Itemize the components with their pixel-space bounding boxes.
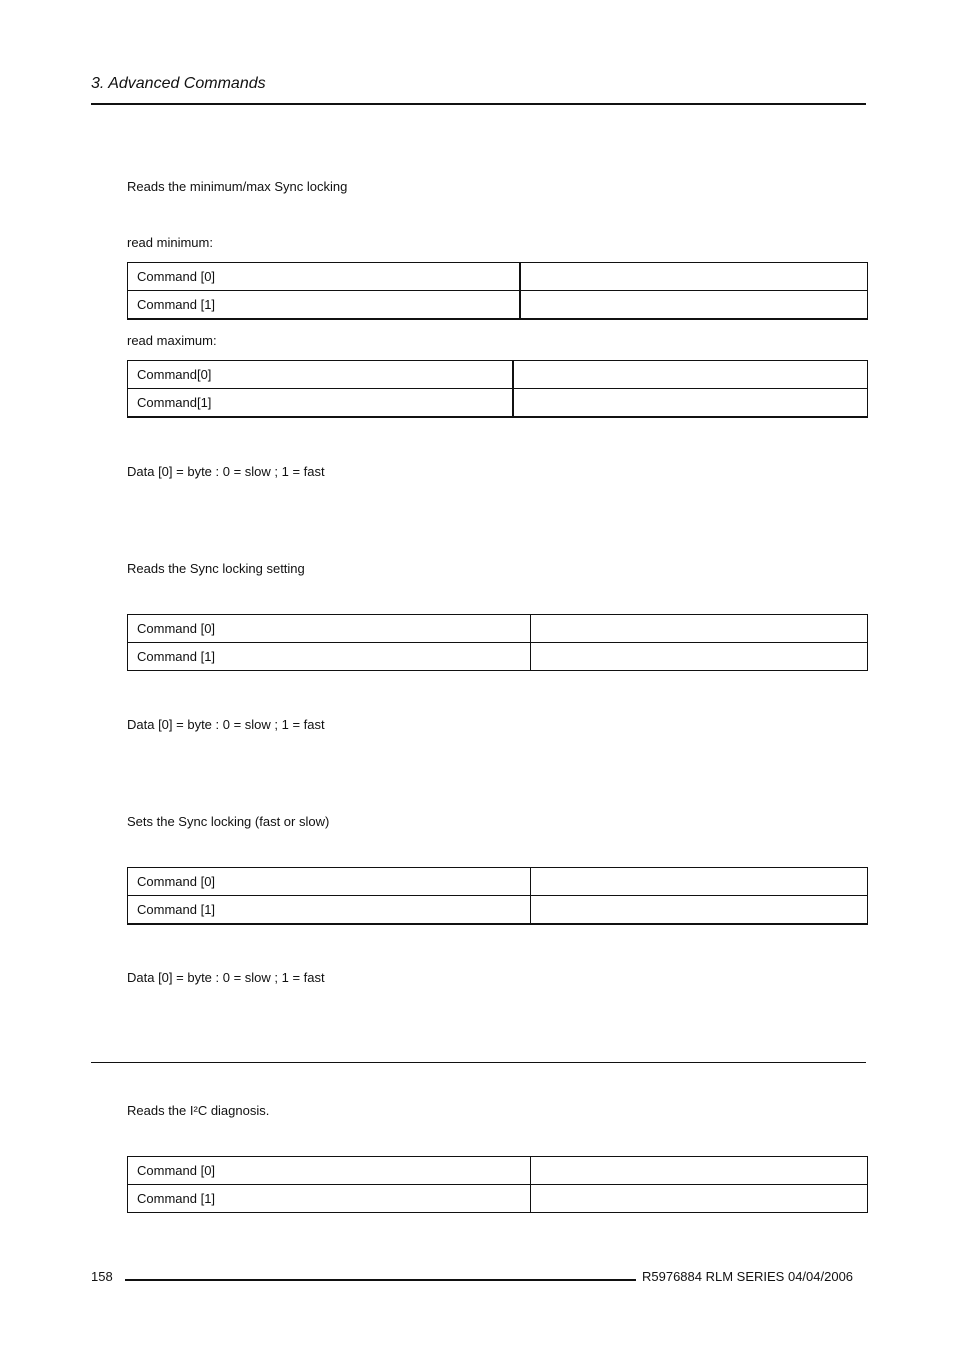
- footer-rule: [125, 1279, 636, 1281]
- read-maximum-table: [127, 360, 868, 418]
- section2-table: [127, 614, 868, 671]
- value-cell: [531, 896, 868, 924]
- section3-table: [127, 867, 868, 925]
- table-row: [128, 263, 868, 291]
- read-minimum-label: read minimum:: [127, 235, 213, 250]
- section4-table: [127, 1156, 868, 1213]
- table-row: [128, 1157, 868, 1185]
- value-cell: [520, 263, 868, 291]
- table-row: [128, 896, 868, 924]
- section3-description: Sets the Sync locking (fast or slow): [127, 814, 330, 829]
- command-cell: Command [0]: [128, 868, 531, 896]
- value-cell: [513, 361, 868, 389]
- value-cell: [531, 615, 868, 643]
- command-cell: Command [1]: [128, 643, 531, 671]
- table-row: [128, 868, 868, 896]
- value-cell: [520, 291, 868, 319]
- section3-data-note: Data [0] = byte : 0 = slow ; 1 = fast: [127, 970, 325, 985]
- command-cell: Command [1]: [128, 291, 520, 319]
- section2-description: Reads the Sync locking setting: [127, 561, 305, 576]
- value-cell: [531, 868, 868, 896]
- section2-data-note: Data [0] = byte : 0 = slow ; 1 = fast: [127, 717, 325, 732]
- value-cell: [531, 1185, 868, 1213]
- value-cell: [531, 643, 868, 671]
- document-info: R5976884 RLM SERIES 04/04/2006: [642, 1269, 854, 1284]
- command-cell: Command[0]: [128, 361, 513, 389]
- section-divider: [91, 1062, 866, 1063]
- page-header-title: 3. Advanced Commands: [91, 75, 266, 92]
- page-number: 158: [91, 1269, 113, 1284]
- section4-description: Reads the I²C diagnosis.: [127, 1103, 270, 1118]
- command-cell: Command [1]: [128, 1185, 531, 1213]
- command-cell: Command [0]: [128, 1157, 531, 1185]
- table-row: [128, 361, 868, 389]
- read-minimum-table: [127, 262, 868, 320]
- read-maximum-label: read maximum:: [127, 333, 217, 348]
- table-row: [128, 1185, 868, 1213]
- table-row: [128, 389, 868, 417]
- value-cell: [513, 389, 868, 417]
- value-cell: [531, 1157, 868, 1185]
- table-row: [128, 615, 868, 643]
- table-row: [128, 291, 868, 319]
- section1-description: Reads the minimum/max Sync locking: [127, 179, 348, 194]
- command-cell: Command[1]: [128, 389, 513, 417]
- command-cell: Command [1]: [128, 896, 531, 924]
- command-cell: Command [0]: [128, 263, 520, 291]
- command-cell: Command [0]: [128, 615, 531, 643]
- section1-data-note: Data [0] = byte : 0 = slow ; 1 = fast: [127, 464, 325, 479]
- header-rule: [91, 103, 866, 105]
- table-row: [128, 643, 868, 671]
